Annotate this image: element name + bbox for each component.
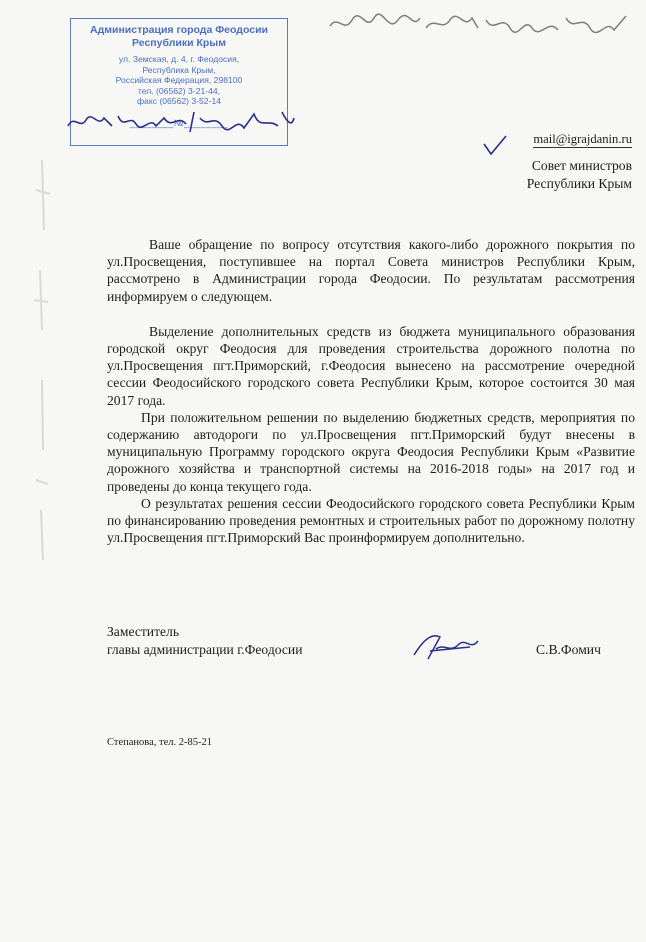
stamp-org-line-2: Республики Крым [132,37,226,49]
signatory-title-line-2: главы администрации г.Феодосии [107,642,303,657]
stamp-number-label: № [173,117,185,128]
body-paragraph-3: При положительном решении по выделению бюджетных средств, мероприятия по содержанию автодороги по ул.Просвещения пгт.Приморский будут внесены в муниципальную Программу городского округа Феодосия Республики Крым «Развитие дорожного хозяйства и транспортной системы на 2016-2018 годы» на 2017 год и проведены до конца текущего года. [107,409,635,494]
checkmark-icon [482,134,508,156]
body-paragraph-4: О результатах решения сессии Феодосийского городского совета Республики Крым по финансированию проведения ремонтных и строительных работ по дорожному полотну ул.Просвещения пгт.Приморский Вас проинформируем дополнительно. [107,495,635,546]
stamp-org-line-1: Администрация города Феодосии [90,24,268,36]
recipient-name-line-1: Совет министров [531,158,632,173]
body-paragraph-1: Ваше обращение по вопросу отсутствия какого-либо дорожного покрытия по ул.Просвещения, поступившее на портал Совета министров Республики Крым, рассмотрено в Администрации города Феодосии. По результатам рассмотрения информируем о следующем. [107,237,635,304]
stamp-address-line: Республика Крым, [142,64,216,75]
show-through-marks [22,150,62,570]
body-paragraph-2: Выделение дополнительных средств из бюджета муниципального образования городской округ Феодосия для проведения строительства дорожного полотна по ул.Просвещения пгт.Приморский, г.Феодосия вынесено на рассмотрение очередной сессии Феодосийского городского совета Республики Крым, которое состоится 30 мая 2017 года. [107,323,635,408]
stamp-address-line: факс (06562) 3-52-14 [136,96,222,107]
stamp-address-line: Российская Федерация, 298100 [115,75,243,86]
signatory-name: С.В.Фомич [536,642,601,657]
handwritten-note [326,6,636,40]
stamp-address-line: тел. (06562) 3-21-44, [137,85,221,96]
handwritten-signature [410,629,482,663]
recipient-block [527,130,632,193]
stamp-address [71,54,287,107]
signatory-title-line-1: Заместитель [107,624,180,639]
letter-body [107,236,635,546]
stamp-address-line: ул. Земская, д. 4, г. Феодосия, [118,54,240,64]
recipient-name-line-2: Республики Крым [526,176,632,191]
recipient-email: mail@igrajdanin.ru [533,132,632,146]
stamp-number-field: ________№________ [129,117,229,128]
executor-contact: Степанова, тел. 2-85-21 [107,737,212,748]
signatory-title [107,623,302,659]
handwritten-reference-number [64,104,296,138]
